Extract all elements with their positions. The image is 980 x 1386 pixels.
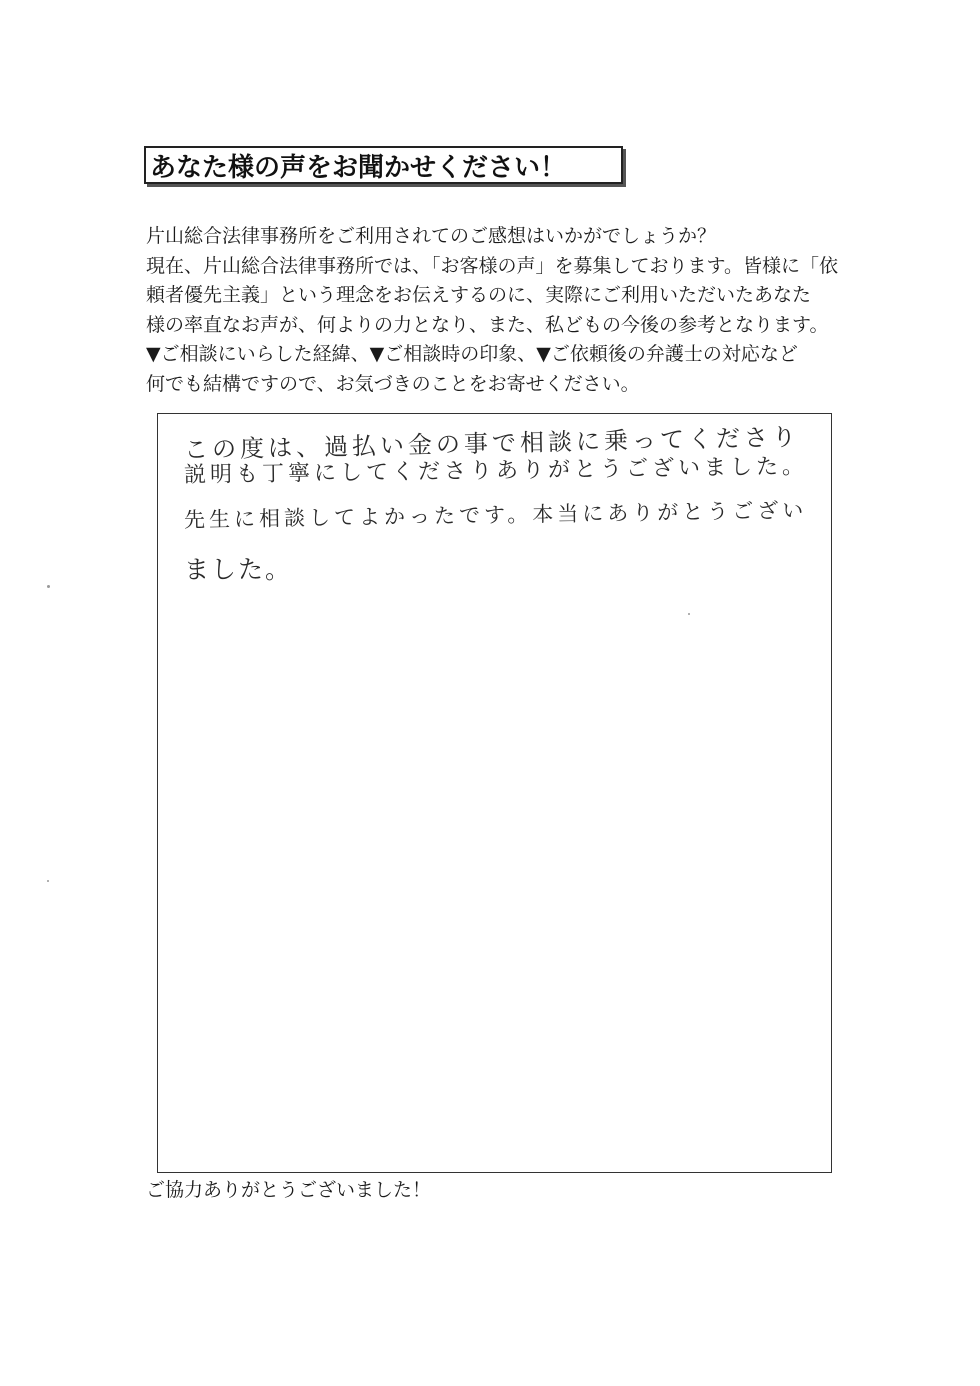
intro-line: 様の率直なお声が、何よりの力となり、また、私どもの今後の参考となります。 xyxy=(146,313,829,336)
intro-line: 頼者優先主義」という理念をお伝えするのに、実際にご利用いただいたあなた xyxy=(146,284,812,307)
handwritten-comment-box xyxy=(157,413,832,1173)
intro-line: 現在、片山総合法律事務所では、「お客様の声」を募集しております。皆様に「依 xyxy=(146,254,838,277)
scan-speck xyxy=(47,585,50,588)
intro-line: ▼ご相談にいらした経緯、▼ご相談時の印象、▼ご依頼後の弁護士の対応など xyxy=(146,343,798,366)
scan-speck xyxy=(688,613,690,615)
intro-line: 片山総合法律事務所をご利用されてのご感想はいかがでしょうか？ xyxy=(146,225,717,247)
closing-thanks: ご協力ありがとうございました！ xyxy=(146,1179,432,1201)
intro-paragraph xyxy=(146,222,846,400)
handwritten-line: 先生に相談してよかったです。本当にありがとうござい xyxy=(183,498,808,532)
scan-speck xyxy=(47,880,49,882)
handwritten-line: 説明も丁寧にしてくださりありがとうございました。 xyxy=(183,454,809,488)
survey-title-box xyxy=(144,146,623,184)
handwritten-line: ました。 xyxy=(184,555,293,584)
intro-line: 何でも結構ですので、お気づきのことをお寄せください。 xyxy=(146,372,640,395)
survey-title: あなた様の声をお聞かせください！ xyxy=(150,152,567,183)
handwritten-line: この度は、過払い金の事で相談に乗ってくださり xyxy=(183,423,801,464)
